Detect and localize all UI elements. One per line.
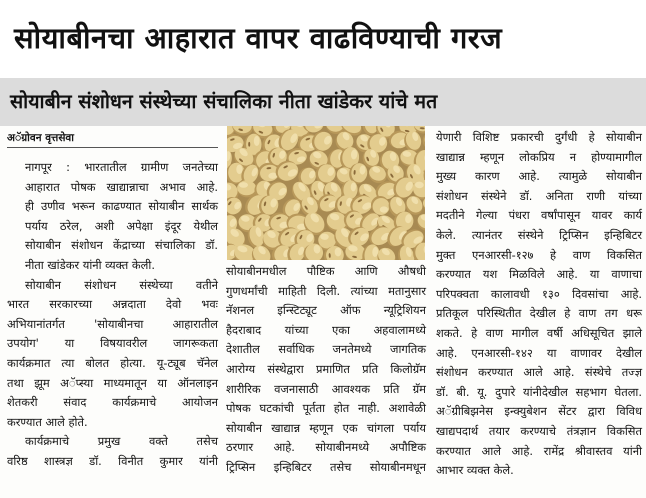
text-line: येणारी विशिष्ट प्रकारची दुर्गंधी हे सोयाबीन	[436, 130, 642, 144]
text-line: ट्रिप्सिन इन्हिबिटर तसेच सोयाबीनमधून	[226, 459, 426, 474]
text-line: अभियानांतर्गत 'सोयाबीनचा आहारातील	[7, 316, 218, 331]
text-line: मुख्य कारण आहे. त्यामुळे सोयाबीन	[436, 169, 642, 184]
text-line: मुक्त एनआरसी-१२७ हे वाण विकसित	[436, 247, 642, 262]
text-line: शारीरिक वजनासाठी आवश्यक प्रति ग्रॅम	[226, 381, 426, 396]
byline: अॅग्रोवन वृत्तसेवा	[7, 128, 218, 148]
text-line: सोयाबीन संशोधन संस्थेच्या वतीने	[25, 277, 218, 292]
text-line: वरिष्ठ शास्त्रज्ञ डॉ. विनीत कुमार यांनी	[7, 453, 218, 468]
text-line: पोषक घटकांची पूर्तता होत नाही. अशावेळी	[226, 401, 426, 416]
text-line: खाद्यपदार्थ तयार करण्याचे तंत्रज्ञान विकसित	[436, 423, 642, 438]
paragraph-5	[436, 128, 642, 481]
text-line: केले. त्यानंतर संस्थेने ट्रिप्सिन इन्हिबिटर	[436, 227, 642, 242]
text-line: नॅशनल इन्स्टिट्यूट ऑफ न्यूट्रिशियन	[226, 303, 426, 318]
text-line: नागपूर : भारतातील ग्रामीण जनतेच्या	[25, 160, 218, 174]
text-line: नीता खांडेकर यांनी व्यक्त केली.	[25, 257, 155, 272]
text-line: पर्याय ठरेल, अशी अपेक्षा इंदूर येथील	[25, 218, 218, 233]
text-line: शेतकरी संवाद कार्यक्रमाचे आयोजन	[7, 395, 218, 410]
text-line: कार्यक्रमाचे प्रमुख वक्ते तसेच	[25, 434, 218, 449]
text-line: डॉ. बी. यू. दुपारे यांनीदेखील सहभाग घेतला.	[436, 384, 642, 399]
text-line: संशोधन करण्यात आले आहे. संस्थेचे तज्ज्ञ	[436, 365, 642, 380]
soybean-seeds-image	[227, 126, 425, 260]
text-line: शकते. हे वाण मागील वर्षी अधिसूचित झाले	[436, 325, 642, 340]
text-line: करण्यात आले आहे. रामेंद्र श्रीवास्तव यांनी	[436, 443, 642, 458]
paragraph-4	[226, 262, 426, 478]
text-line: भारत सरकारच्या अन्नदाता देवो भवः	[7, 297, 218, 312]
text-line: प्रतिकूल परिस्थितीत देखील हे वाण तग धरू	[436, 306, 642, 321]
text-line: मदतीने गेल्या पंधरा वर्षांपासून यावर कार्य	[436, 208, 642, 223]
text-line: करण्यात यश मिळविले आहे. या वाणाचा	[436, 267, 642, 282]
soybean-photo	[227, 126, 425, 260]
text-line: तथा झूम अॅप्स्या माध्यमातून या ऑनलाइन	[7, 375, 218, 390]
text-line: ठरणार आहे. सोयाबीनमध्ये अपौष्टिक	[226, 440, 426, 455]
text-line: गुणधर्मांची माहिती दिली. त्यांच्या मतानुसार	[226, 283, 426, 298]
paragraph-3	[7, 432, 218, 471]
text-line: आहारात पोषक खाद्यान्नाचा अभाव आहे.	[25, 179, 218, 194]
text-line: ही उणीव भरून काढण्यात सोयाबीन सार्थक	[25, 199, 218, 214]
text-line: खाद्यान्न म्हणून लोकप्रिय न होण्यामागील	[436, 149, 642, 164]
subheadline-banner	[0, 78, 646, 126]
paragraph-1	[7, 158, 218, 276]
text-line: कार्यक्रमात त्या बोलत होत्या. यू-ट्यूब चॅनेल	[7, 355, 218, 370]
text-line: करण्यात आले होते.	[7, 414, 88, 429]
headline-banner	[0, 0, 646, 78]
article-column-3	[436, 128, 642, 481]
text-line: सोयाबीन खाद्यान्न म्हणून एक चांगला पर्याय	[226, 420, 426, 435]
subheadline: सोयाबीन संशोधन संस्थेच्या संचालिका नीता खांडेकर यांचे मत	[10, 90, 438, 113]
text-line: आरोग्य संस्थेद्वारा प्रमाणित प्रति किलोग्रॅम	[226, 361, 426, 376]
text-line: अॅग्रीबिझनेस इन्क्युबेशन सेंटर द्वारा विविध	[436, 404, 642, 419]
text-line: परिपक्वता कालावधी १३० दिवसांचा आहे.	[436, 286, 642, 301]
text-line: हैदराबाद यांच्या एका अहवालामध्ये	[226, 322, 426, 337]
text-line: संशोधन संस्थेने डॉ. अनिता राणी यांच्या	[436, 188, 642, 203]
text-line: आभार व्यक्त केले.	[436, 463, 514, 478]
text-line: आहे. एनआरसी-१४२ या वाणावर देखील	[436, 345, 642, 360]
paragraph-2	[7, 276, 218, 433]
text-line: उपयोग' या विषयावरील जागरूकता	[7, 336, 218, 351]
text-line: सोयाबीन संशोधन केंद्राच्या संचालिका डॉ.	[25, 238, 218, 253]
text-line: देशातील सर्वाधिक जनतेमध्ये जागतिक	[226, 342, 426, 357]
headline: सोयाबीनचा आहारात वापर वाढविण्याची गरज	[14, 21, 503, 55]
text-line: सोयाबीनमधील पौष्टिक आणि औषधी	[226, 264, 426, 278]
article-column-2	[226, 262, 426, 478]
article-column-1	[7, 128, 218, 472]
